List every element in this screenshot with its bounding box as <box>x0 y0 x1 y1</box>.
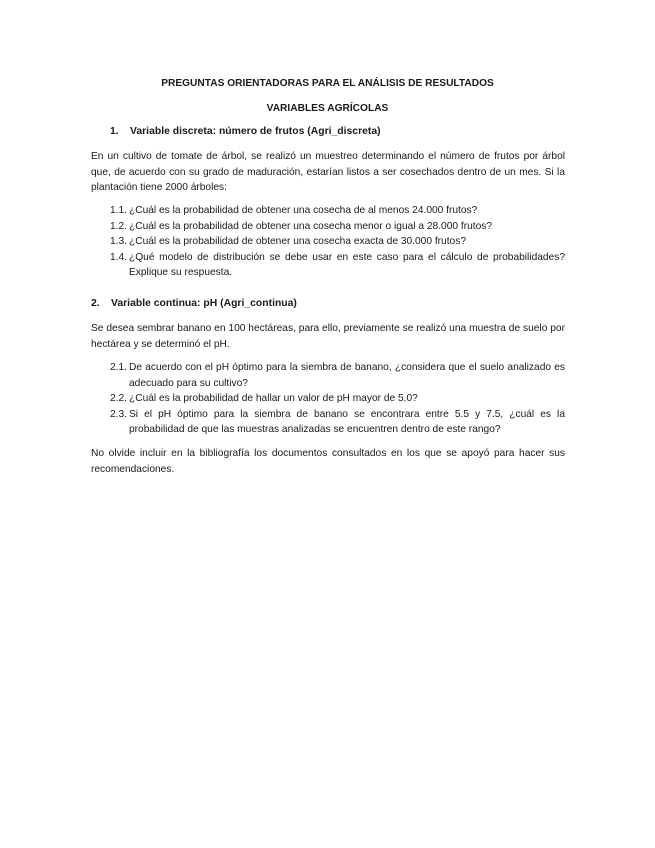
section-1-title: Variable discreta: número de frutos (Agri_discreta) <box>130 126 381 137</box>
question-number: 2.1. <box>110 362 127 373</box>
question-2-1 <box>110 360 565 391</box>
question-text: De acuerdo con el pH óptimo para la siembra de banano, ¿considera que el suelo analizado es adecuado para su cultivo? <box>129 362 565 389</box>
section-2-heading <box>91 296 297 312</box>
document-title: PREGUNTAS ORIENTADORAS PARA EL ANÁLISIS DE RESULTADOS <box>161 78 494 89</box>
question-text: ¿Cuál es la probabilidad de hallar un valor de pH mayor de 5.0? <box>129 393 418 404</box>
question-1-4 <box>110 250 565 281</box>
question-text: ¿Cuál es la probabilidad de obtener una cosecha de al menos 24.000 frutos? <box>129 205 478 216</box>
question-number: 1.4. <box>110 251 127 263</box>
question-1-1 <box>110 203 565 219</box>
question-1-3 <box>110 234 565 250</box>
section-1-intro: En un cultivo de tomate de árbol, se realizó un muestreo determinando el número de frutos por árbol que, de acuerdo con su grado de maduración, estarían listos a ser cosechados dentro de un mes. Si la plantación tiene 2000 árboles: <box>91 151 565 193</box>
section-1-heading <box>110 124 381 140</box>
question-number: 1.3. <box>110 236 127 247</box>
section-1-number: 1. <box>110 126 119 137</box>
question-text: Si el pH óptimo para la siembra de banano se encontrara entre 5.5 y 7.5, ¿cuál es la probabilidad de que las muestras analizadas se encuentren dentro de este rango? <box>129 408 565 435</box>
section-2-number: 2. <box>91 298 100 309</box>
question-1-2 <box>110 219 565 235</box>
question-number: 1.2. <box>110 220 127 232</box>
section-2-title: Variable continua: pH (Agri_continua) <box>111 298 297 309</box>
section-2-intro: Se desea sembrar banano en 100 hectáreas, para ello, previamente se realizó una muestra de suelo por hectárea y se determinó el pH. <box>91 323 565 350</box>
question-text: ¿Qué modelo de distribución se debe usar en este caso para el cálculo de probabilidades? Explique su respuesta. <box>129 251 565 278</box>
question-number: 2.2. <box>110 393 127 404</box>
question-2-2 <box>110 391 565 407</box>
question-number: 2.3. <box>110 408 127 420</box>
section-2-question-list <box>110 360 565 438</box>
question-number: 1.1. <box>110 205 127 216</box>
section-1-question-list <box>110 203 565 281</box>
closing-note: No olvide incluir en la bibliografía los documentos consultados en los que se apoyó para hacer sus recomendaciones. <box>91 448 565 475</box>
question-text: ¿Cuál es la probabilidad de obtener una cosecha menor o igual a 28.000 frutos? <box>129 220 493 232</box>
question-text: ¿Cuál es la probabilidad de obtener una cosecha exacta de 30.000 frutos? <box>129 236 466 247</box>
document-subtitle: VARIABLES AGRÍCOLAS <box>266 103 389 114</box>
question-2-3 <box>110 407 565 438</box>
